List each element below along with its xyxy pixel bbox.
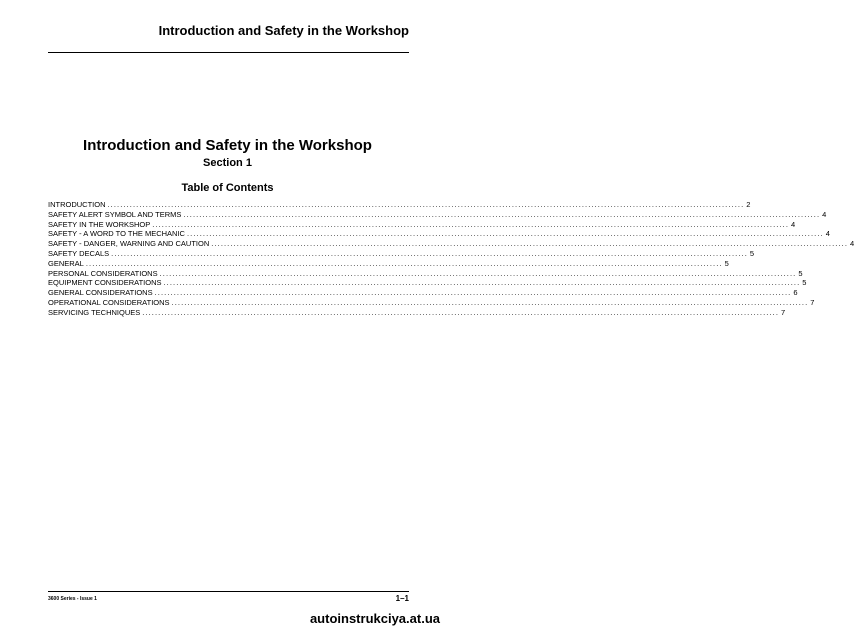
toc-entry-label: SERVICING TECHNIQUES	[48, 307, 141, 317]
toc-row[interactable]	[48, 248, 755, 259]
toc-leader-dots: ........................................................................................................................................................................................................	[183, 209, 821, 219]
toc-leader-dots: ........................................................................................................................................................................................................	[111, 248, 748, 258]
toc-entry-label: SAFETY ALERT SYMBOL AND TERMS	[48, 209, 182, 219]
toc-row[interactable]	[48, 219, 796, 230]
toc-leader-dots: ........................................................................................................................................................................................................	[159, 268, 797, 278]
watermark-link[interactable]: autoinstrukciya.at.ua	[309, 611, 440, 626]
toc-entry-label: PERSONAL CONSIDERATIONS	[48, 268, 158, 278]
toc-entry-page: 7	[810, 297, 815, 307]
toc-entry-label: SAFETY - DANGER, WARNING AND CAUTION	[48, 239, 210, 249]
toc-entry-page: 5	[749, 248, 755, 258]
toc-entry-label: SAFETY IN THE WORKSHOP	[48, 219, 151, 229]
toc-leader-dots: ........................................................................................................................................................................................................	[154, 288, 792, 298]
toc-entry-page: 4	[825, 229, 830, 239]
toc-row[interactable]	[48, 258, 729, 269]
toc-leader-dots: ........................................................................................................................................................................................................	[211, 239, 849, 249]
toc-row[interactable]	[48, 297, 815, 308]
table-of-contents	[48, 200, 854, 318]
toc-entry-page: 5	[802, 278, 807, 288]
toc-row[interactable]	[48, 209, 827, 220]
toc-leader-dots: ........................................................................................................................................................................................................	[186, 229, 824, 239]
toc-row[interactable]	[48, 268, 803, 279]
toc-row[interactable]	[48, 200, 751, 210]
toc-entry-label: GENERAL CONSIDERATIONS	[48, 288, 153, 298]
toc-row[interactable]	[48, 239, 854, 249]
toc-entry-page: 4	[791, 219, 796, 229]
footer-edition: 3600 Series - Issue 1	[48, 596, 97, 602]
toc-row[interactable]	[48, 278, 807, 288]
toc-entry-page: 7	[781, 307, 786, 317]
toc-row[interactable]	[48, 229, 830, 239]
toc-entry-page: 4	[822, 209, 827, 219]
header-rule	[48, 52, 409, 53]
running-header: Introduction and Safety in the Workshop	[158, 23, 409, 38]
footer-page-number: 1–1	[395, 594, 409, 603]
toc-heading: Table of Contents	[181, 182, 274, 194]
toc-entry-label: SAFETY DECALS	[48, 248, 110, 258]
toc-row[interactable]	[48, 307, 786, 318]
toc-entry-page: 4	[850, 239, 854, 249]
toc-leader-dots: ........................................................................................................................................................................................................	[142, 307, 779, 317]
toc-entry-label: INTRODUCTION	[48, 200, 106, 209]
footer-rule	[48, 591, 409, 592]
toc-entry-label: EQUIPMENT CONSIDERATIONS	[48, 278, 162, 288]
toc-entry-page: 5	[798, 268, 803, 278]
toc-entry-page: 2	[746, 200, 751, 209]
toc-leader-dots: ........................................................................................................................................................................................................	[107, 200, 745, 209]
toc-leader-dots: ........................................................................................................................................................................................................	[152, 219, 789, 229]
toc-entry-label: OPERATIONAL CONSIDERATIONS	[48, 297, 170, 307]
toc-entry-page: 6	[793, 288, 798, 298]
document-title: Introduction and Safety in the Workshop	[83, 137, 372, 154]
toc-leader-dots: ........................................................................................................................................................................................................	[163, 278, 801, 288]
toc-row[interactable]	[48, 288, 798, 298]
toc-leader-dots: ........................................................................................................................................................................................................	[171, 297, 809, 307]
section-label: Section 1	[203, 157, 252, 169]
toc-entry-page: 5	[724, 258, 729, 268]
toc-entry-label: GENERAL	[48, 258, 84, 268]
toc-entry-label: SAFETY - A WORD TO THE MECHANIC	[48, 229, 185, 239]
toc-leader-dots: ........................................................................................................................................................................................................	[85, 258, 723, 268]
